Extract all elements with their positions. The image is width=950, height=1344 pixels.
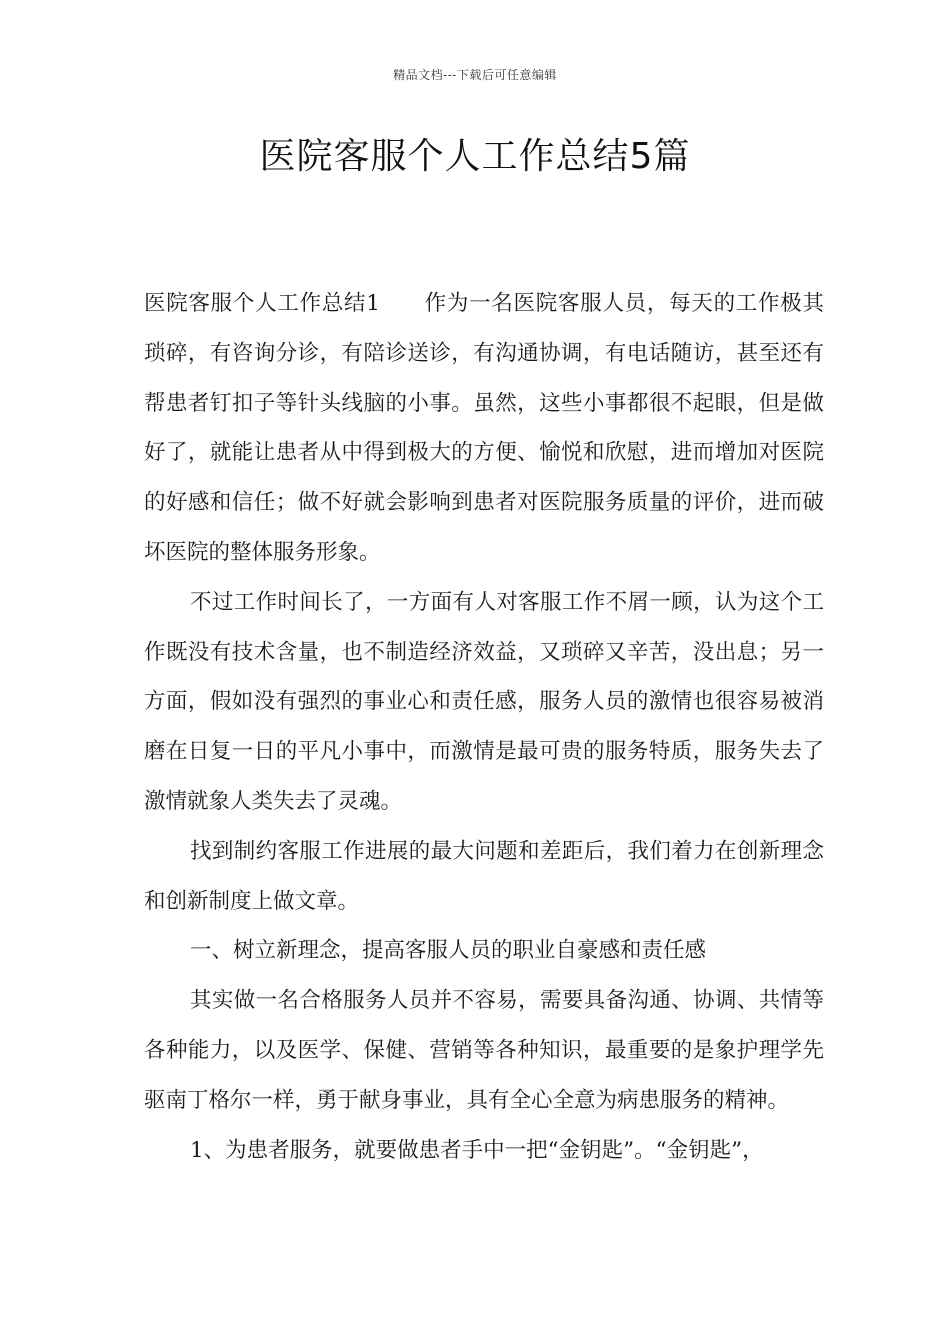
section-heading-1: 一、树立新理念，提高客服人员的职业自豪感和责任感 [190, 938, 707, 964]
paragraph-5: 1、为患者服务，就要做患者手中一把“金钥匙”。“金钥匙”， [190, 1137, 764, 1163]
paragraph-2: 不过工作时间长了，一方面有人对客服工作不屑一顾，认为这个工作既没有技术含量，也不制造经济效益，又琐碎又辛苦，没出息；另一方面，假如没有强烈的事业心和责任感，服务人员的激情也很容易被消磨在日复一日的平凡小事中，而激情是最可贵的服务特质，服务失去了激情就象人类失去了灵魂。 [144, 589, 824, 814]
paragraph-1 [144, 279, 824, 578]
paragraph-4: 其实做一名合格服务人员并不容易，需要具备沟通、协调、共情等各种能力，以及医学、保健、营销等各种知识，最重要的是象护理学先驱南丁格尔一样，勇于献身事业，具有全心全意为病患服务的精神。 [144, 988, 824, 1113]
document-title: 医院客服个人工作总结5篇 [259, 136, 691, 177]
page-header: 精品文档---下载后可任意编辑 [393, 68, 557, 82]
paragraph-3: 找到制约客服工作进展的最大问题和差距后，我们着力在创新理念和创新制度上做文章。 [144, 838, 824, 914]
section-label: 医院客服个人工作总结1 [144, 291, 380, 316]
document-body [144, 279, 824, 1175]
paragraph-1-text: 作为一名医院客服人员，每天的工作极其琐碎，有咨询分诊，有陪诊送诊，有沟通协调，有电话随访，甚至还有帮患者钉扣子等针头线脑的小事。虽然，这些小事都很不起眼，但是做好了，就能让患者从中得到极大的方便、愉悦和欣慰，进而增加对医院的好感和信任；做不好就会影响到患者对医院服务质量的评价，进而破坏医院的整体服务形象。 [144, 291, 824, 565]
